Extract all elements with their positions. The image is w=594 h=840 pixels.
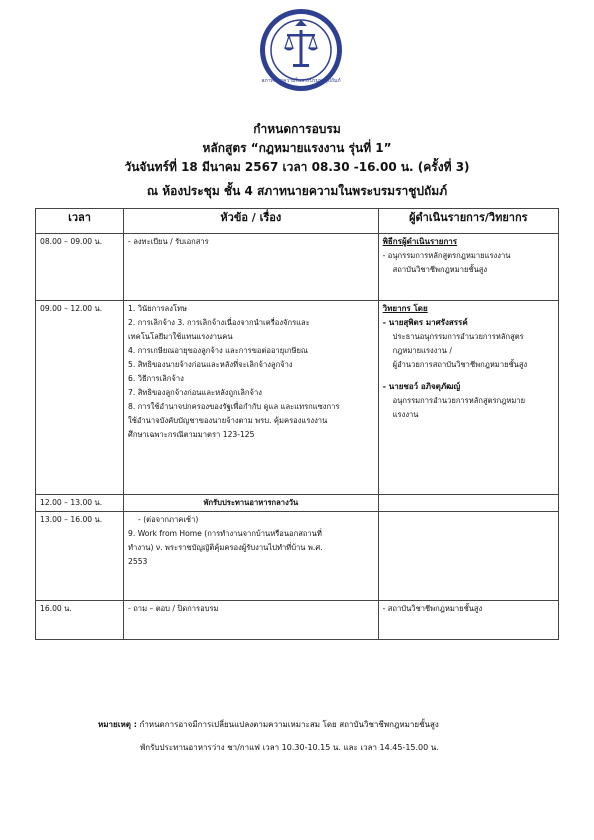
- council-seal-logo: [259, 8, 343, 92]
- topic-line: ใช้อำนาจบังคับบัญชาของนายจ้างตาม พรบ. คุ้มครองแรงงาน: [128, 416, 328, 425]
- topic-line: 5. สิทธิของนายจ้างก่อนและหลังที่จะเลิกจ้างลูกจ้าง: [128, 360, 293, 369]
- schedule-table: [35, 208, 559, 640]
- doc-title: กำหนดการอบรม: [253, 122, 341, 136]
- cell-host: [378, 495, 558, 512]
- cell-host: [378, 234, 558, 301]
- table-row: [36, 301, 559, 495]
- topic-line: - (ต่อจากภาคเช้า): [138, 515, 199, 524]
- topic-line: 7. สิทธิของลูกจ้างก่อนและหลังถูกเลิกจ้าง: [128, 388, 262, 397]
- cell-time: 16.00 น.: [36, 601, 124, 640]
- header-topic: หัวข้อ / เรื่อง: [124, 209, 379, 234]
- cell-time: 13.00 – 16.00 น.: [36, 512, 124, 601]
- note: [98, 718, 439, 731]
- cell-host: [378, 512, 558, 601]
- host-line: - อนุกรรมการหลักสูตรกฎหมายแรงงาน: [382, 251, 511, 260]
- table-header-row: [36, 209, 559, 234]
- cell-topic: - ถาม – ตอบ / ปิดการอบรม: [124, 601, 379, 640]
- cell-time: 09.00 – 12.00 น.: [36, 301, 124, 495]
- speaker-name: - นายสุพิตร มาศรังสรรค์: [382, 318, 468, 327]
- cell-topic: [124, 512, 379, 601]
- cell-time: 12.00 – 13.00 น.: [36, 495, 124, 512]
- table-row: [36, 601, 559, 640]
- table-row: [36, 234, 559, 301]
- topic-line: 6. วิธีการเลิกจ้าง: [128, 374, 184, 383]
- header-host: ผู้ดำเนินรายการ/วิทยากร: [378, 209, 558, 234]
- topic-line: 2. การเลิกจ้าง 3. การเลิกจ้างเนื่องจากนำเครื่องจักรและ: [128, 318, 310, 327]
- speaker-name: - นายชอว์ อภิจตุภัฒญ์: [382, 382, 461, 391]
- speaker-role: ประธานอนุกรรมการอำนวยการหลักสูตร: [392, 332, 524, 341]
- header-time: เวลา: [36, 209, 124, 234]
- topic-line: 9. Work from Home (การทำงานจากบ้านหรือนอกสถานที่: [128, 529, 322, 538]
- topic-line: 8. การใช้อำนาจปกครองของรัฐเพื่อกำกับ ดูแล และแทรกแซงการ: [128, 402, 340, 411]
- note-label: หมายเหตุ :: [98, 720, 137, 729]
- note-line-2: พักรับประทานอาหารว่าง ชา/กาแฟ เวลา 10.30-10.15 น. และ เวลา 14.45-15.00 น.: [140, 743, 439, 752]
- host-line: สถาบันวิชาชีพกฎหมายชั้นสูง: [392, 265, 488, 274]
- speaker-role: ผู้อำนวยการสถาบันวิชาชีพกฎหมายชั้นสูง: [392, 360, 528, 369]
- table-row: [36, 495, 559, 512]
- cell-topic: [124, 301, 379, 495]
- date-time: วันจันทร์ที่ 18 มีนาคม 2567 เวลา 08.30 -16.00 น. (ครั้งที่ 3): [124, 160, 470, 174]
- host-title: พิธีกรผู้ดำเนินรายการ: [382, 237, 458, 246]
- topic-line: ทำงาน) ν. พระราชบัญญัติคุ้มครองผู้รับงานไปทำที่บ้าน พ.ศ.: [128, 543, 323, 552]
- cell-host: - สถาบันวิชาชีพกฎหมายชั้นสูง: [378, 601, 558, 640]
- speaker-title: วิทยากร โดย: [382, 304, 428, 313]
- table-row: [36, 512, 559, 601]
- cell-topic: พักรับประทานอาหารกลางวัน: [124, 495, 379, 512]
- course-name: หลักสูตร “กฎหมายแรงงาน รุ่นที่ 1”: [202, 141, 392, 155]
- venue: ณ ห้องประชุม ชั้น 4 สภาทนายความในพระบรมราชูปถัมภ์: [146, 184, 448, 198]
- topic-line: 4. การเกษียณอายุของลูกจ้าง และการขอต่ออายุเกษียณ: [128, 346, 308, 355]
- note-line-1: กำหนดการอาจมีการเปลี่ยนแปลงตามความเหมาะสม โดย สถาบันวิชาชีพกฎหมายชั้นสูง: [139, 720, 439, 729]
- cell-time: 08.00 – 09.00 น.: [36, 234, 124, 301]
- speaker-role: กฎหมายแรงงาน /: [392, 346, 452, 355]
- topic-line: ศึกษาเฉพาะกรณีตามมาตรา 123-125: [128, 430, 255, 439]
- cell-topic: - ลงทะเบียน / รับเอกสาร: [124, 234, 379, 301]
- speaker-role: อนุกรรมการอำนวยการหลักสูตรกฎหมาย: [392, 396, 526, 405]
- topic-line: เทคโนโลยีมาใช้แทนแรงงานคน: [128, 332, 233, 341]
- seal-text: สภาทนายความในพระบรมราชูปถัมภ์: [261, 78, 341, 84]
- cell-host: [378, 301, 558, 495]
- speaker-role: แรงงาน: [392, 410, 419, 419]
- topic-line: 1. วินัยการลงโทษ: [128, 304, 188, 313]
- topic-line: 2553: [128, 557, 148, 566]
